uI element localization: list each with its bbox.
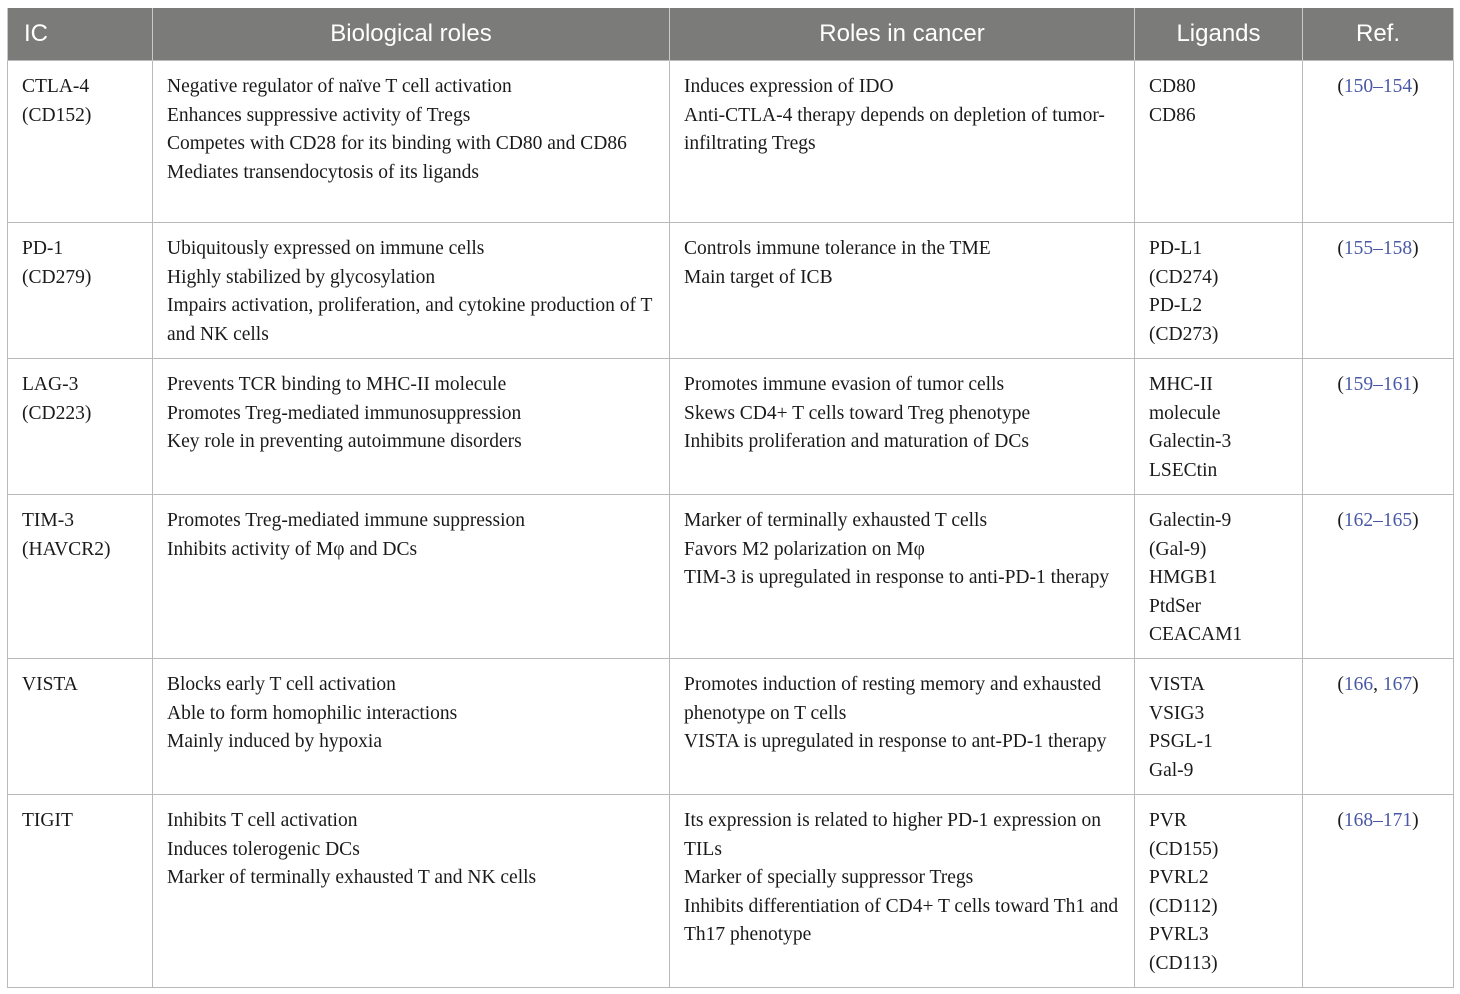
biological-roles-cell-line: Key role in preventing autoimmune disorders bbox=[167, 431, 522, 453]
ic-cell-line: (CD223) bbox=[22, 402, 92, 424]
ref-separator: – bbox=[1373, 76, 1383, 97]
ref-separator: – bbox=[1373, 238, 1383, 259]
ligands-cell-line: HMGB1 bbox=[1149, 567, 1218, 589]
ref-close-paren: ) bbox=[1412, 374, 1419, 395]
ic-cell-line: (HAVCR2) bbox=[22, 538, 111, 560]
ligands-cell bbox=[1135, 61, 1303, 223]
ligands-cell-line: (CD273) bbox=[1149, 323, 1219, 345]
ic-cell bbox=[8, 658, 153, 794]
ic-cell bbox=[8, 61, 153, 223]
ref-link-end[interactable]: 167 bbox=[1382, 673, 1413, 695]
ref-separator: – bbox=[1373, 510, 1383, 531]
ref-separator: , bbox=[1373, 673, 1383, 695]
ligands-cell bbox=[1135, 359, 1303, 495]
table-row bbox=[8, 794, 1454, 987]
ic-cell-line: TIGIT bbox=[22, 809, 73, 831]
roles-in-cancer-cell-line: Its expression is related to higher PD-1 expression on TILs bbox=[684, 809, 1102, 860]
roles-in-cancer-cell-line: Inhibits proliferation and maturation of DCs bbox=[684, 431, 1029, 453]
biological-roles-cell-line: Promotes Treg-mediated immune suppression bbox=[167, 510, 526, 531]
table-row bbox=[8, 495, 1454, 659]
ligands-cell-line: CD80 bbox=[1149, 76, 1196, 97]
biological-roles-cell bbox=[153, 61, 670, 223]
header-ic: IC bbox=[8, 8, 153, 61]
table-body bbox=[8, 61, 1454, 988]
ref-link-start[interactable]: 162 bbox=[1343, 510, 1374, 531]
biological-roles-cell-line: Ubiquitously expressed on immune cells bbox=[167, 238, 485, 259]
ref-close-paren: ) bbox=[1412, 76, 1419, 97]
biological-roles-cell-line: Impairs activation, proliferation, and cytokine production of T and NK cells bbox=[167, 295, 653, 345]
ligands-cell-line: CEACAM1 bbox=[1149, 624, 1243, 646]
ic-cell-line: PD-1 bbox=[22, 238, 64, 259]
roles-in-cancer-cell bbox=[670, 61, 1135, 223]
biological-roles-cell-line: Promotes Treg-mediated immunosuppression bbox=[167, 402, 522, 424]
biological-roles-cell-line: Marker of terminally exhausted T and NK cells bbox=[167, 867, 537, 889]
ligands-cell-line: VSIG3 bbox=[1149, 702, 1205, 724]
ref-close-paren: ) bbox=[1412, 809, 1419, 831]
roles-in-cancer-cell-line: TIM-3 is upregulated in response to anti-PD-1 therapy bbox=[684, 567, 1110, 589]
biological-roles-cell-line: Mediates transendocytosis of its ligands bbox=[167, 161, 479, 183]
ref-cell bbox=[1303, 658, 1454, 794]
ref-close-paren: ) bbox=[1412, 238, 1419, 259]
ligands-cell-line: (CD274) bbox=[1149, 266, 1219, 288]
roles-in-cancer-cell bbox=[670, 658, 1135, 794]
roles-in-cancer-cell-line: VISTA is upregulated in response to ant-PD-1 therapy bbox=[684, 731, 1107, 753]
ligands-cell-line: (CD155) bbox=[1149, 838, 1219, 860]
header-biological-roles: Biological roles bbox=[153, 8, 670, 61]
roles-in-cancer-cell-line: Promotes immune evasion of tumor cells bbox=[684, 374, 1005, 395]
ligands-cell-line: PVR bbox=[1149, 809, 1187, 831]
roles-in-cancer-cell-line: Induces expression of IDO bbox=[684, 76, 894, 97]
biological-roles-cell bbox=[153, 794, 670, 987]
ref-separator: – bbox=[1373, 374, 1383, 395]
biological-roles-cell bbox=[153, 223, 670, 359]
header-ref: Ref. bbox=[1303, 8, 1454, 61]
ligands-cell bbox=[1135, 794, 1303, 987]
ref-close-paren: ) bbox=[1412, 510, 1419, 531]
ligands-cell-line: PtdSer bbox=[1149, 595, 1202, 617]
biological-roles-cell-line: Inhibits T cell activation bbox=[167, 809, 358, 831]
ref-cell bbox=[1303, 359, 1454, 495]
ligands-cell-line: Galectin-9 bbox=[1149, 510, 1232, 531]
immune-checkpoint-table bbox=[7, 8, 1454, 988]
ligands-cell-line: LSECtin bbox=[1149, 459, 1218, 481]
ligands-cell bbox=[1135, 658, 1303, 794]
ligands-cell-line: PVRL3 bbox=[1149, 924, 1209, 946]
ref-cell bbox=[1303, 61, 1454, 223]
ic-cell-line: CTLA-4 bbox=[22, 76, 90, 97]
header-ligands: Ligands bbox=[1135, 8, 1303, 61]
biological-roles-cell-line: Competes with CD28 for its binding with CD80 and CD86 bbox=[167, 133, 627, 155]
ligands-cell-line: (CD112) bbox=[1149, 895, 1218, 917]
ic-cell bbox=[8, 495, 153, 659]
roles-in-cancer-cell-line: Main target of ICB bbox=[684, 266, 833, 288]
roles-in-cancer-cell-line: Controls immune tolerance in the TME bbox=[684, 238, 991, 259]
roles-in-cancer-cell bbox=[670, 223, 1135, 359]
biological-roles-cell-line: Inhibits activity of Mφ and DCs bbox=[167, 538, 418, 560]
roles-in-cancer-cell-line: Inhibits differentiation of CD4+ T cells toward Th1 and Th17 phenotype bbox=[684, 895, 1119, 946]
header-row bbox=[8, 8, 1454, 61]
header-roles-in-cancer: Roles in cancer bbox=[670, 8, 1135, 61]
ref-open-paren: ( bbox=[1337, 673, 1344, 695]
biological-roles-cell-line: Blocks early T cell activation bbox=[167, 673, 396, 695]
roles-in-cancer-cell bbox=[670, 794, 1135, 987]
ref-link-end[interactable]: 158 bbox=[1382, 238, 1413, 259]
biological-roles-cell-line: Prevents TCR binding to MHC-II molecule bbox=[167, 374, 507, 395]
ic-cell-line: LAG-3 bbox=[22, 374, 79, 395]
ref-link-start[interactable]: 166 bbox=[1343, 673, 1374, 695]
biological-roles-cell bbox=[153, 495, 670, 659]
ref-open-paren: ( bbox=[1337, 809, 1344, 831]
roles-in-cancer-cell-line: Promotes induction of resting memory and exhausted phenotype on T cells bbox=[684, 673, 1102, 724]
ref-link-start[interactable]: 168 bbox=[1343, 809, 1374, 831]
ligands-cell bbox=[1135, 495, 1303, 659]
table-row bbox=[8, 223, 1454, 359]
ligands-cell bbox=[1135, 223, 1303, 359]
ref-cell bbox=[1303, 223, 1454, 359]
roles-in-cancer-cell bbox=[670, 495, 1135, 659]
ligands-cell-line: CD86 bbox=[1149, 104, 1196, 126]
roles-in-cancer-cell-line: Marker of specially suppressor Tregs bbox=[684, 867, 974, 889]
ic-cell-line: VISTA bbox=[22, 673, 78, 695]
ref-link-end[interactable]: 171 bbox=[1382, 809, 1413, 831]
ref-open-paren: ( bbox=[1337, 374, 1344, 395]
ligands-cell-line: Galectin-3 bbox=[1149, 431, 1232, 453]
ligands-cell-line: molecule bbox=[1149, 402, 1221, 424]
ref-link-start[interactable]: 159 bbox=[1343, 374, 1374, 395]
roles-in-cancer-cell-line: Favors M2 polarization on Mφ bbox=[684, 538, 925, 560]
biological-roles-cell bbox=[153, 359, 670, 495]
ligands-cell-line: PVRL2 bbox=[1149, 867, 1209, 889]
ref-open-paren: ( bbox=[1337, 238, 1344, 259]
ref-link-end[interactable]: 165 bbox=[1382, 510, 1413, 531]
table-container bbox=[7, 8, 1453, 988]
ic-cell-line: (CD279) bbox=[22, 266, 92, 288]
roles-in-cancer-cell bbox=[670, 359, 1135, 495]
ref-link-end[interactable]: 161 bbox=[1382, 374, 1413, 395]
ref-open-paren: ( bbox=[1337, 510, 1344, 531]
table-row bbox=[8, 658, 1454, 794]
biological-roles-cell-line: Negative regulator of naïve T cell activation bbox=[167, 76, 512, 97]
biological-roles-cell-line: Mainly induced by hypoxia bbox=[167, 731, 383, 753]
roles-in-cancer-cell-line: Skews CD4+ T cells toward Treg phenotype bbox=[684, 402, 1031, 424]
ligands-cell-line: Gal-9 bbox=[1149, 759, 1194, 781]
ref-separator: – bbox=[1373, 809, 1383, 831]
biological-roles-cell-line: Enhances suppressive activity of Tregs bbox=[167, 104, 471, 126]
biological-roles-cell-line: Able to form homophilic interactions bbox=[167, 702, 458, 724]
ic-cell bbox=[8, 794, 153, 987]
ref-open-paren: ( bbox=[1337, 76, 1344, 97]
table-row bbox=[8, 61, 1454, 223]
biological-roles-cell-line: Induces tolerogenic DCs bbox=[167, 838, 360, 860]
ic-cell-line: (CD152) bbox=[22, 104, 92, 126]
biological-roles-cell bbox=[153, 658, 670, 794]
roles-in-cancer-cell-line: Marker of terminally exhausted T cells bbox=[684, 510, 988, 531]
ligands-cell-line: (Gal-9) bbox=[1149, 538, 1207, 560]
ligands-cell-line: MHC-II bbox=[1149, 374, 1213, 395]
ligands-cell-line: PD-L2 bbox=[1149, 295, 1203, 317]
ligands-cell-line: (CD113) bbox=[1149, 952, 1218, 974]
ic-cell bbox=[8, 359, 153, 495]
ref-link-start[interactable]: 150 bbox=[1343, 76, 1374, 97]
ref-close-paren: ) bbox=[1412, 673, 1419, 695]
ref-cell bbox=[1303, 794, 1454, 987]
ligands-cell-line: PD-L1 bbox=[1149, 238, 1203, 259]
ic-cell-line: TIM-3 bbox=[22, 510, 74, 531]
ic-cell bbox=[8, 223, 153, 359]
ref-cell bbox=[1303, 495, 1454, 659]
ref-link-end[interactable]: 154 bbox=[1382, 76, 1413, 97]
ref-link-start[interactable]: 155 bbox=[1343, 238, 1374, 259]
ligands-cell-line: VISTA bbox=[1149, 673, 1205, 695]
roles-in-cancer-cell-line: Anti-CTLA-4 therapy depends on depletion of tumor-infiltrating Tregs bbox=[684, 104, 1105, 155]
ligands-cell-line: PSGL-1 bbox=[1149, 731, 1213, 753]
biological-roles-cell-line: Highly stabilized by glycosylation bbox=[167, 266, 436, 288]
table-row bbox=[8, 359, 1454, 495]
